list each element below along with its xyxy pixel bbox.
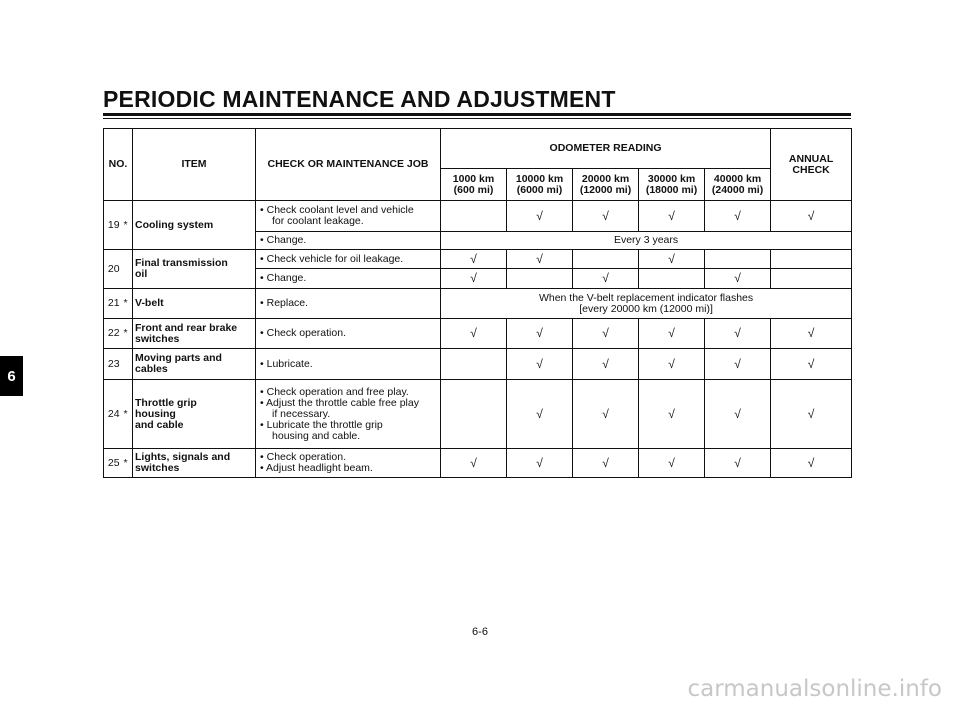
check-mark: √ [734,406,741,421]
page-number: 6-6 [472,626,488,638]
schedule-cell [573,319,639,349]
watermark: carmanualsonline.info [687,676,942,702]
check-mark: √ [668,326,675,340]
job-text: • Change. [256,269,441,289]
interval-note [441,289,852,319]
check-mark: √ [536,208,543,223]
item-line: housing [135,407,176,420]
schedule-cell [441,380,507,449]
check-mark: √ [807,326,815,340]
row-number: 25 [104,449,124,478]
item-name: Cooling system [133,201,256,250]
item-line: Lights, signals and [135,451,231,463]
job-line: housing and cable. [272,429,361,442]
schedule-cell [573,269,639,289]
job-text: • Replace. [256,289,441,319]
annual-line-1: ANNUAL [788,152,834,165]
check-mark: √ [470,251,477,266]
odo-km: 10000 km [515,172,564,185]
item-line: Moving parts and [135,352,222,364]
check-mark: √ [536,326,543,340]
check-mark: √ [602,455,609,470]
check-mark: √ [734,208,741,223]
schedule-cell [705,250,771,269]
job-text: • Change. [256,232,441,250]
schedule-cell [705,269,771,289]
item-line: switches [135,462,180,474]
odo-mi: (6000 mi) [516,183,563,196]
annual-cell [771,269,852,289]
table-row [104,319,852,349]
critical-asterisk [124,349,133,380]
schedule-cell [441,319,507,349]
odo-header-2 [507,169,573,201]
check-mark: √ [668,356,675,371]
table-row [104,250,852,269]
schedule-cell [441,349,507,380]
check-mark: √ [734,326,741,340]
item-name [133,380,256,449]
col-header-no: NO. [104,129,133,201]
table-row [104,289,852,319]
job-line: • Check operation and free play. [260,385,409,398]
schedule-cell [639,449,705,478]
schedule-cell [639,380,705,449]
odo-mi: (24000 mi) [711,183,764,196]
schedule-cell [573,250,639,269]
schedule-cell [507,449,573,478]
table-row [104,380,852,449]
schedule-cell [573,449,639,478]
odo-header-3 [573,169,639,201]
schedule-cell [573,349,639,380]
schedule-cell [441,269,507,289]
col-header-annual [771,129,852,201]
item-line: switches [135,332,180,345]
schedule-cell [507,380,573,449]
check-mark: √ [470,455,477,470]
table-row [104,349,852,380]
job-line: • Check coolant level and vehicle [260,204,414,216]
schedule-cell [507,269,573,289]
title-rule-thin [103,118,851,119]
check-mark: √ [602,356,609,371]
critical-asterisk: * [124,201,133,250]
check-mark: √ [536,356,543,371]
schedule-cell [441,449,507,478]
check-mark: √ [734,356,741,371]
critical-asterisk: * [124,319,133,349]
item-line: oil [135,268,148,280]
item-line: and cable [135,418,184,431]
check-mark: √ [668,208,675,223]
job-text [256,449,441,478]
item-line: Throttle grip [135,396,197,409]
item-name [133,449,256,478]
title-rule-thick [103,113,851,116]
schedule-cell [507,201,573,232]
annual-cell [771,250,852,269]
critical-asterisk: * [124,449,133,478]
interval-note: Every 3 years [441,232,852,250]
job-text [256,201,441,232]
annual-cell [771,380,852,449]
check-mark: √ [536,455,543,470]
check-mark: √ [668,406,675,421]
check-mark: √ [536,251,543,266]
row-number: 23 [104,349,124,380]
check-mark: √ [807,455,815,470]
col-header-odometer: ODOMETER READING [441,129,771,169]
schedule-cell [705,349,771,380]
item-line: cables [135,363,168,375]
schedule-cell [705,380,771,449]
table-row [104,201,852,232]
col-header-job: CHECK OR MAINTENANCE JOB [256,129,441,201]
odo-km: 20000 km [581,172,630,185]
check-mark: √ [602,271,609,285]
schedule-cell [705,319,771,349]
check-mark: √ [807,208,815,223]
job-line: • Adjust headlight beam. [260,462,373,474]
critical-asterisk: * [124,289,133,319]
item-line: Front and rear brake [135,321,238,334]
job-line: • Check operation. [260,451,346,463]
odo-header-4 [639,169,705,201]
table-row [104,449,852,478]
check-mark: √ [470,326,477,340]
schedule-cell [507,250,573,269]
odo-header-1 [441,169,507,201]
job-line: • Adjust the throttle cable free play [260,396,419,409]
header-row-top [104,129,852,169]
check-mark: √ [470,271,477,285]
check-mark: √ [807,356,815,371]
annual-cell [771,201,852,232]
odo-header-5 [705,169,771,201]
schedule-cell [639,349,705,380]
schedule-cell [507,319,573,349]
check-mark: √ [668,251,675,266]
schedule-cell [639,269,705,289]
note-line: When the V-belt replacement indicator flashes [538,291,754,304]
item-name: V-belt [133,289,256,319]
row-number: 20 [104,250,124,289]
odo-km: 1000 km [452,172,495,185]
critical-asterisk: * [124,380,133,449]
schedule-cell [573,380,639,449]
check-mark: √ [734,455,741,470]
odo-mi: (18000 mi) [645,183,698,196]
row-number: 22 [104,319,124,349]
check-mark: √ [734,271,741,285]
check-mark: √ [668,455,675,470]
job-text: • Lubricate. [256,349,441,380]
odo-mi: (600 mi) [453,183,494,196]
schedule-cell [441,201,507,232]
schedule-cell [639,319,705,349]
odo-km: 30000 km [647,172,696,185]
annual-cell [771,319,852,349]
item-line: Final transmission [135,257,228,269]
job-text: • Check operation. [256,319,441,349]
maintenance-table [103,128,852,478]
critical-asterisk [124,250,133,289]
note-line: [every 20000 km (12000 mi)] [579,302,713,315]
check-mark: √ [536,406,543,421]
schedule-cell [507,349,573,380]
schedule-cell [441,250,507,269]
annual-cell [771,449,852,478]
job-line: if necessary. [272,407,331,420]
annual-line-2: CHECK [792,163,830,176]
schedule-cell [705,449,771,478]
job-line: for coolant leakage. [272,215,364,227]
check-mark: √ [602,208,609,223]
schedule-cell [705,201,771,232]
odo-km: 40000 km [713,172,762,185]
page-title: PERIODIC MAINTENANCE AND ADJUSTMENT [103,86,616,112]
odo-mi: (12000 mi) [579,183,632,196]
job-text [256,380,441,449]
chapter-tab[interactable]: 6 [0,356,23,396]
check-mark: √ [807,406,815,421]
job-line: • Lubricate the throttle grip [260,418,383,431]
row-number: 24 [104,380,124,449]
schedule-cell [639,201,705,232]
col-header-item: ITEM [133,129,256,201]
row-number: 19 [104,201,124,250]
check-mark: √ [602,326,609,340]
item-name [133,250,256,289]
schedule-cell [639,250,705,269]
check-mark: √ [602,406,609,421]
job-text: • Check vehicle for oil leakage. [256,250,441,269]
item-name [133,319,256,349]
annual-cell [771,349,852,380]
row-number: 21 [104,289,124,319]
item-name [133,349,256,380]
schedule-cell [573,201,639,232]
